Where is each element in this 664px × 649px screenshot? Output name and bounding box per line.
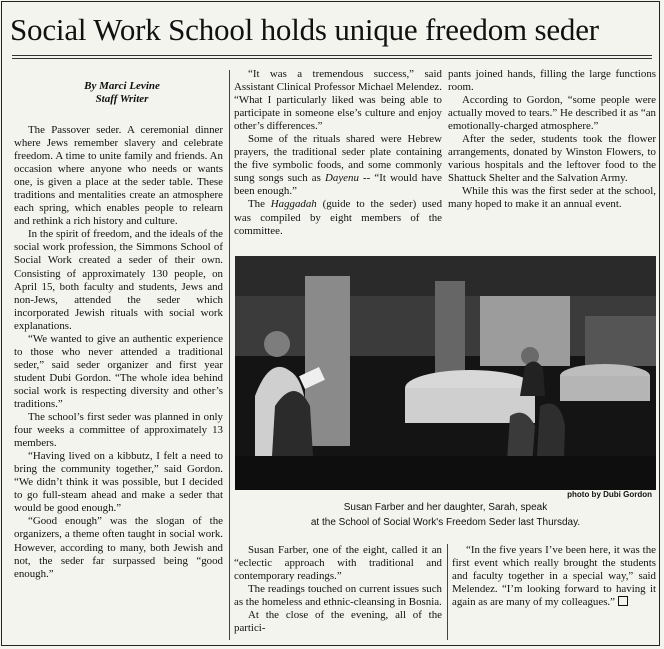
byline-title: Staff Writer [95, 93, 149, 105]
paragraph: Susan Farber, one of the eight, called it an “eclectic approach with traditional and contemporary readings.” [234, 544, 442, 583]
column-4 [234, 544, 442, 635]
paragraph: After the seder, students took the flower arrangements, donated by Winston Flowers, to various hospitals and the leftover food to the Shattuck Shelter and the Salvation Army. [448, 133, 656, 185]
book-title: Haggadah [270, 198, 317, 211]
paragraph: The readings touched on current issues such as the homeless and ethnic-cleansing in Bosnia. [234, 583, 442, 609]
end-mark-icon [618, 596, 628, 606]
headline: Social Work School holds unique freedom seder [10, 12, 599, 47]
event-photo [235, 256, 656, 490]
headline-rule-2 [12, 58, 652, 59]
paragraph: At the close of the evening, all of the partici- [234, 609, 442, 635]
paragraph: “Good enough” was the slogan of the organizers, a theme often taught in social work. However, according to many, both Jewish and not, the seder far surpassed being “good enough.” [14, 515, 223, 580]
text-run: The [248, 198, 271, 211]
song-title: Dayenu [325, 172, 359, 185]
text-run: Some of the rituals shared were Hebrew prayers, the traditional seder plate containing the five symbolic foods, and some commonly sung songs such as [234, 133, 442, 185]
paragraph: While this was the first seder at the school, many hoped to make it an annual event. [448, 185, 656, 211]
column-5 [452, 544, 656, 609]
headline-rule [12, 55, 652, 56]
paragraph: According to Gordon, “some people were actually moved to tears.” He described it as “an emotionally-charged atmosphere.” [448, 94, 656, 133]
paragraph: “Having lived on a kibbutz, I felt a need to bring the community together,” said Gordon. “We didn’t think it was possible, but I decided to go full-steam ahead and make a seder that would be good enough.” [14, 450, 223, 515]
photo-credit: photo by Dubi Gordon [567, 490, 652, 499]
paragraph: The Passover seder. A ceremonial dinner where Jews remember slavery and celebrate freedom. A time to unite family and friends. An occasion where anyone who needs or wants one, is given a place at the seder table. These traditions and mentalities create an atmosphere each spring, which enables people to relearn and rethink a rich history and culture. [14, 124, 223, 228]
paragraph [452, 544, 656, 609]
paragraph [234, 133, 442, 198]
photo-scene [235, 256, 656, 490]
paragraph: pants joined hands, filling the large functions room. [448, 68, 656, 94]
paragraph: “It was a tremendous success,” said Assistant Clinical Professor Michael Melendez. “What I particularly liked was being able to participate in someone else’s culture and enjoy other’s differences.” [234, 68, 442, 133]
paragraph: The school’s first seder was planned in only four weeks a committee of approximately 13 members. [14, 411, 223, 450]
photo-caption [235, 500, 656, 530]
text-run: “In the five years I’ve been here, it was the first event which really brought the students and faculty together in a special way,” said Melendez. “I’m looking forward to having it again as are many of my colleagues.” [452, 544, 656, 609]
column-divider [229, 70, 230, 640]
paragraph: In the spirit of freedom, and the ideals of the social work profession, the Simmons School of Social Work created a seder of their own. Consisting of approximately 130 people, on April 15, both faculty and students, Jews and non-Jews, attended the seder which incorporated Jewish rituals with social work explanations. [14, 228, 223, 332]
column-divider [447, 544, 448, 640]
column-1 [14, 124, 223, 581]
caption-line: at the School of Social Work's Freedom Seder last Thursday. [310, 517, 581, 528]
byline [22, 80, 222, 106]
column-3 [448, 68, 656, 212]
caption-line: Susan Farber and her daughter, Sarah, speak [343, 502, 548, 513]
byline-name: By Marci Levine [84, 80, 160, 92]
text-run: -- “It would have been enough.” [234, 172, 443, 198]
column-2 [234, 68, 442, 238]
paragraph: “We wanted to give an authentic experience to those who never attended a traditional seder,” said seder organizer and first year student Dubi Gordon. “The whole idea behind social work is respecting diversity and other’s traditions.” [14, 332, 223, 410]
paragraph [234, 198, 442, 237]
text-run: (guide to the seder) used was compiled by eight members of the committee. [234, 198, 443, 237]
